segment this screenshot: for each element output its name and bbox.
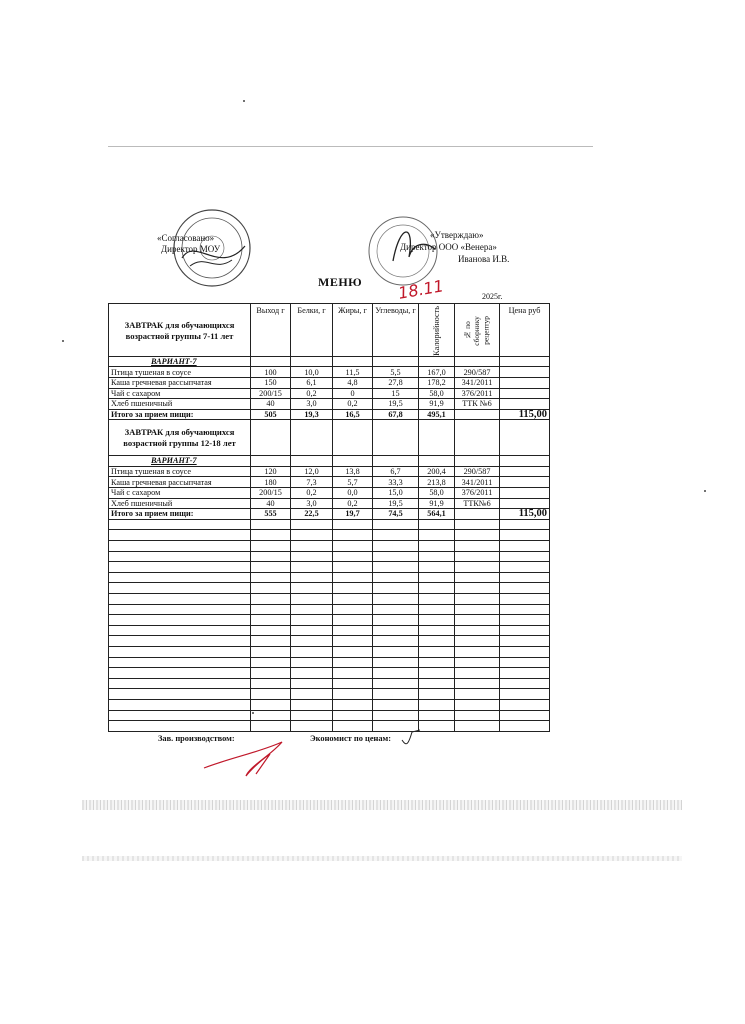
dish-recipe: 290/587 (455, 367, 500, 378)
total-price: 115,00 (500, 509, 550, 520)
dish-protein: 3,0 (291, 399, 333, 410)
dish-carbs: 33,3 (373, 477, 419, 488)
col-output: Выход г (251, 304, 291, 357)
dish-name: Хлеб пшеничный (109, 498, 251, 509)
dish-output: 200/15 (251, 488, 291, 499)
page-title: МЕНЮ (318, 275, 363, 289)
total-fat: 19,7 (333, 509, 373, 520)
dish-name: Птица тушеная в соусе (109, 466, 251, 477)
empty-row (109, 551, 550, 562)
dish-output: 40 (251, 498, 291, 509)
dish-recipe: 341/2011 (455, 477, 500, 488)
dish-recipe: ТТК №6 (455, 399, 500, 410)
signature-small (400, 728, 422, 748)
dish-name: Каша гречневая рассыпчатая (109, 477, 251, 488)
dish-carbs: 19,5 (373, 399, 419, 410)
empty-row (109, 636, 550, 647)
table-row (109, 488, 550, 499)
section-1-title: ЗАВТРАК для обучающихся возрастной группы 7-11 лет (109, 304, 251, 357)
empty-row (109, 583, 550, 594)
dish-carbs: 6,7 (373, 466, 419, 477)
dish-output: 150 (251, 377, 291, 388)
dish-recipe: ТТК№6 (455, 498, 500, 509)
dish-carbs: 15 (373, 388, 419, 399)
variant-row (109, 356, 550, 367)
dish-fat: 4,8 (333, 377, 373, 388)
dish-calories: 178,2 (419, 377, 455, 388)
table-row (109, 377, 550, 388)
col-fat: Жиры, г (333, 304, 373, 357)
empty-row (109, 530, 550, 541)
dish-fat: 0 (333, 388, 373, 399)
total-calories: 564,1 (419, 509, 455, 520)
dish-name: Чай с сахаром (109, 388, 251, 399)
dish-protein: 7,3 (291, 477, 333, 488)
dish-output: 180 (251, 477, 291, 488)
dish-fat: 0,2 (333, 498, 373, 509)
dish-protein: 0,2 (291, 488, 333, 499)
empty-row (109, 657, 550, 668)
dish-recipe: 376/2011 (455, 388, 500, 399)
empty-row (109, 689, 550, 700)
table-row (109, 399, 550, 410)
empty-row (109, 646, 550, 657)
empty-row (109, 519, 550, 530)
signature-red (200, 738, 300, 780)
production-head-label: Зав. производством: (158, 734, 235, 743)
table-row (109, 466, 550, 477)
dish-name: Чай с сахаром (109, 488, 251, 499)
approved-label: «Утверждаю» (430, 230, 484, 240)
col-carbs: Углеводы, г (373, 304, 419, 357)
total-carbs: 74,5 (373, 509, 419, 520)
dish-name: Птица тушеная в соусе (109, 367, 251, 378)
agreed-label: «Согласовано» (157, 233, 215, 243)
dish-output: 100 (251, 367, 291, 378)
section-2-header-row (109, 420, 550, 456)
dish-output: 40 (251, 399, 291, 410)
empty-row (109, 562, 550, 573)
total-protein: 19,3 (291, 409, 333, 420)
dish-calories: 91,9 (419, 399, 455, 410)
col-price: Цена руб (500, 304, 550, 357)
agreed-position: Директор МОУ (161, 244, 221, 254)
dish-recipe: 341/2011 (455, 377, 500, 388)
scan-artifact (82, 856, 682, 861)
dish-output: 200/15 (251, 388, 291, 399)
total-output: 505 (251, 409, 291, 420)
approved-name: Иванова И.В. (458, 254, 510, 264)
speck (252, 712, 254, 714)
dish-carbs: 15,0 (373, 488, 419, 499)
empty-row (109, 541, 550, 552)
empty-rows (109, 519, 550, 731)
table-header-row (109, 304, 550, 357)
speck (243, 100, 245, 102)
dish-carbs: 5,5 (373, 367, 419, 378)
dish-output: 120 (251, 466, 291, 477)
empty-row (109, 615, 550, 626)
dish-fat: 0,2 (333, 399, 373, 410)
table-row (109, 498, 550, 509)
dish-protein: 6,1 (291, 377, 333, 388)
dish-fat: 13,8 (333, 466, 373, 477)
dish-carbs: 19,5 (373, 498, 419, 509)
empty-row (109, 678, 550, 689)
empty-row (109, 572, 550, 583)
scan-artifact (82, 800, 682, 810)
dish-recipe: 376/2011 (455, 488, 500, 499)
dish-protein: 0,2 (291, 388, 333, 399)
empty-row (109, 699, 550, 710)
empty-row (109, 721, 550, 732)
empty-row (109, 668, 550, 679)
dish-protein: 12,0 (291, 466, 333, 477)
col-recipe: № по сборнику рецептур (463, 316, 491, 346)
economist-label: Экономист по ценам: (310, 734, 392, 743)
total-label: Итого за прием пищи: (109, 509, 251, 520)
empty-row (109, 710, 550, 721)
speck (704, 490, 706, 492)
total-row (109, 509, 550, 520)
dish-calories: 200,4 (419, 466, 455, 477)
empty-row (109, 625, 550, 636)
dish-fat: 11,5 (333, 367, 373, 378)
dish-protein: 10,0 (291, 367, 333, 378)
dish-calories: 91,9 (419, 498, 455, 509)
handwritten-date: 18.11 (396, 276, 446, 303)
dish-recipe: 290/587 (455, 466, 500, 477)
total-output: 555 (251, 509, 291, 520)
total-fat: 16,5 (333, 409, 373, 420)
total-label: Итого за прием пищи: (109, 409, 251, 420)
dish-name: Каша гречневая рассыпчатая (109, 377, 251, 388)
dish-calories: 58,0 (419, 388, 455, 399)
total-row (109, 409, 550, 420)
dish-fat: 5,7 (333, 477, 373, 488)
dish-carbs: 27,8 (373, 377, 419, 388)
total-protein: 22,5 (291, 509, 333, 520)
total-price: 115,00 (500, 409, 550, 420)
speck (62, 340, 64, 342)
dish-fat: 0,0 (333, 488, 373, 499)
table-row (109, 367, 550, 378)
dish-calories: 213,8 (419, 477, 455, 488)
dish-name: Хлеб пшеничный (109, 399, 251, 410)
variant-label: ВАРИАНТ-7 (109, 456, 251, 467)
col-calories: Калорийность (431, 306, 441, 356)
section-2-title: ЗАВТРАК для обучающихся возрастной группы 12-18 лет (109, 420, 251, 456)
variant-row (109, 456, 550, 467)
page-top-edge (108, 146, 593, 147)
empty-row (109, 604, 550, 615)
menu-table (108, 303, 550, 732)
total-carbs: 67,8 (373, 409, 419, 420)
total-calories: 495,1 (419, 409, 455, 420)
col-protein: Белки, г (291, 304, 333, 357)
dish-protein: 3,0 (291, 498, 333, 509)
table-row (109, 477, 550, 488)
table-row (109, 388, 550, 399)
dish-calories: 167,0 (419, 367, 455, 378)
year-label: 2025г. (482, 292, 503, 301)
approved-position: Директор ООО «Венера» (400, 242, 497, 252)
empty-row (109, 594, 550, 605)
dish-calories: 58,0 (419, 488, 455, 499)
variant-label: ВАРИАНТ-7 (109, 356, 251, 367)
